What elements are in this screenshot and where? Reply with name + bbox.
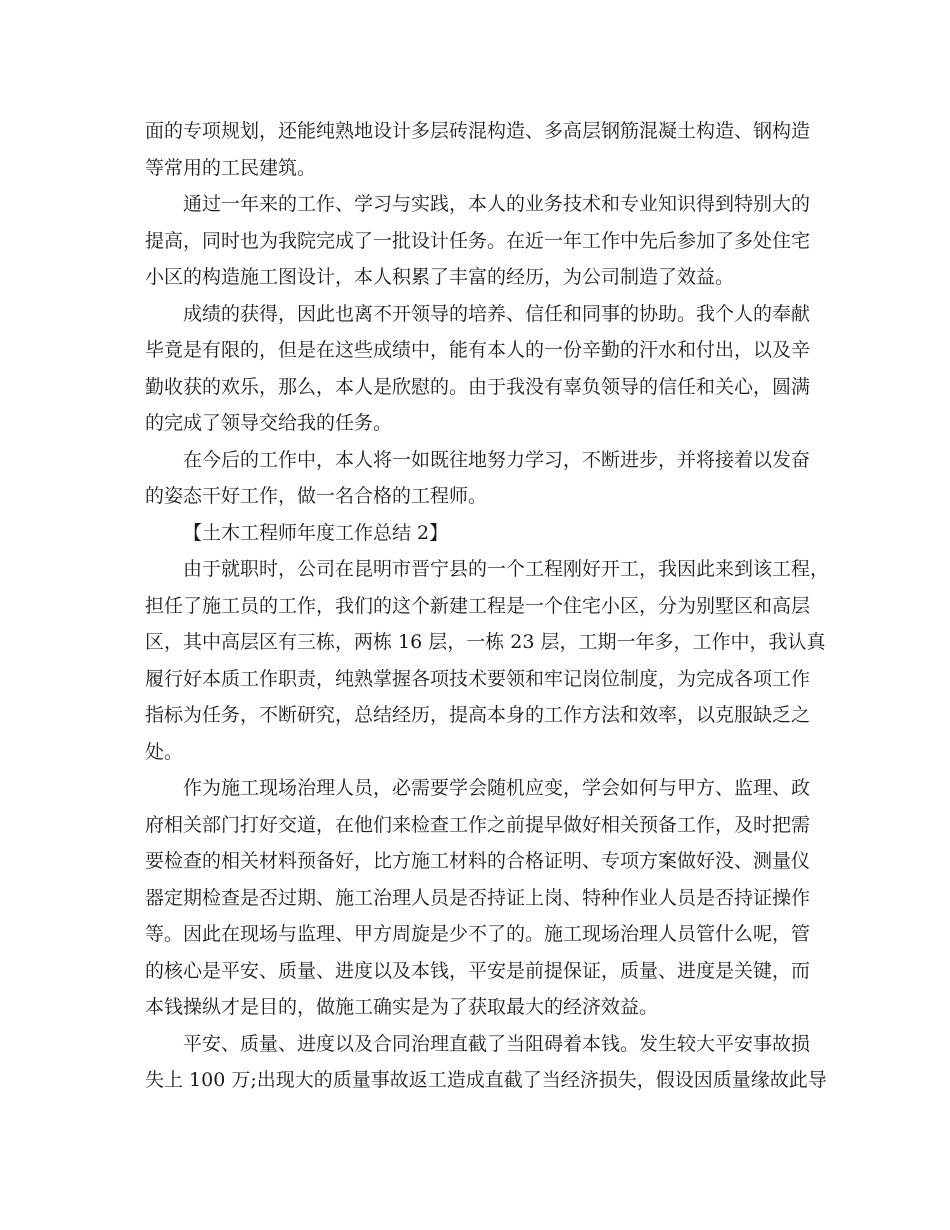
text-line: 的核心是平安、质量、进度以及本钱，平安是前提保证，质量、进度是关键，而: [145, 959, 811, 982]
text-line: 勤收获的欢乐，那么，本人是欣慰的。由于我没有辜负领导的信任和关心，圆满: [145, 375, 811, 398]
text-line: 由于就职时，公司在昆明市晋宁县的一个工程刚好开工，我因此来到该工程，: [183, 558, 830, 580]
text-line: 等。因此在现场与监理、甲方周旋是少不了的。施工现场治理人员管什么呢，管: [145, 923, 811, 945]
text-line: 的姿态干好工作，做一名合格的工程师。: [145, 485, 488, 507]
text-line: 通过一年来的工作、学习与实践，本人的业务技术和专业知识得到特别大的: [183, 193, 811, 215]
document-body: [145, 113, 830, 1099]
text-line: 作为施工现场治理人员，必需要学会随机应变，学会如何与甲方、监理、政: [183, 777, 811, 799]
text-line: 平安、质量、进度以及合同治理直截了当阻碍着本钱。发生较大平安事故损: [183, 1032, 811, 1055]
text-line: 指标为任务，不断研究，总结经历，提高本身的工作方法和效率，以克服缺乏之: [145, 704, 811, 726]
text-line: 小区的构造施工图设计，本人积累了丰富的经历，为公司制造了效益。: [145, 266, 735, 288]
text-line: 区，其中高层区有三栋，两栋 16 层，一栋 23 层，工期一年多，工作中，我认真: [145, 631, 826, 653]
text-line: 【土木工程师年度工作总结 2】: [183, 521, 449, 544]
text-line: 履行好本质工作职责，纯熟掌握各项技术要领和牢记岗位制度，为完成各项工作: [145, 667, 811, 690]
text-line: 本钱操纵才是目的，做施工确实是为了获取最大的经济效益。: [145, 996, 659, 1018]
text-line: 提高，同时也为我院完成了一批设计任务。在近一年工作中先后参加了多处住宅: [145, 229, 811, 252]
text-line: 器定期检查是否过期、施工治理人员是否持证上岗、特种作业人员是否持证操作: [145, 886, 811, 909]
text-line: 要检查的相关材料预备好，比方施工材料的合格证明、专项方案做好没、测量仪: [145, 850, 811, 872]
text-line: 的完成了领导交给我的任务。: [145, 412, 393, 434]
text-line: 失上 100 万;出现大的质量事故返工造成直截了当经济损失，假设因质量缘故此导: [145, 1069, 827, 1091]
text-line: 府相关部门打好交道，在他们来检查工作之前提早做好相关预备工作，及时把需: [145, 813, 811, 836]
text-line: 在今后的工作中，本人将一如既往地努力学习，不断进步，并将接着以发奋: [183, 448, 811, 471]
text-line: 面的专项规划，还能纯熟地设计多层砖混构造、多高层钢筋混凝土构造、钢构造: [145, 120, 811, 142]
text-line: 等常用的工民建筑。: [145, 156, 317, 179]
text-line: 成绩的获得，因此也离不开领导的培养、信任和同事的协助。我个人的奉献: [183, 302, 811, 325]
text-line: 毕竟是有限的，但是在这些成绩中，能有本人的一份辛勤的汗水和付出，以及辛: [145, 339, 811, 361]
text-line: 处。: [145, 740, 184, 763]
text-line: 担任了施工员的工作，我们的这个新建工程是一个住宅小区，分为别墅区和高层: [145, 594, 811, 617]
